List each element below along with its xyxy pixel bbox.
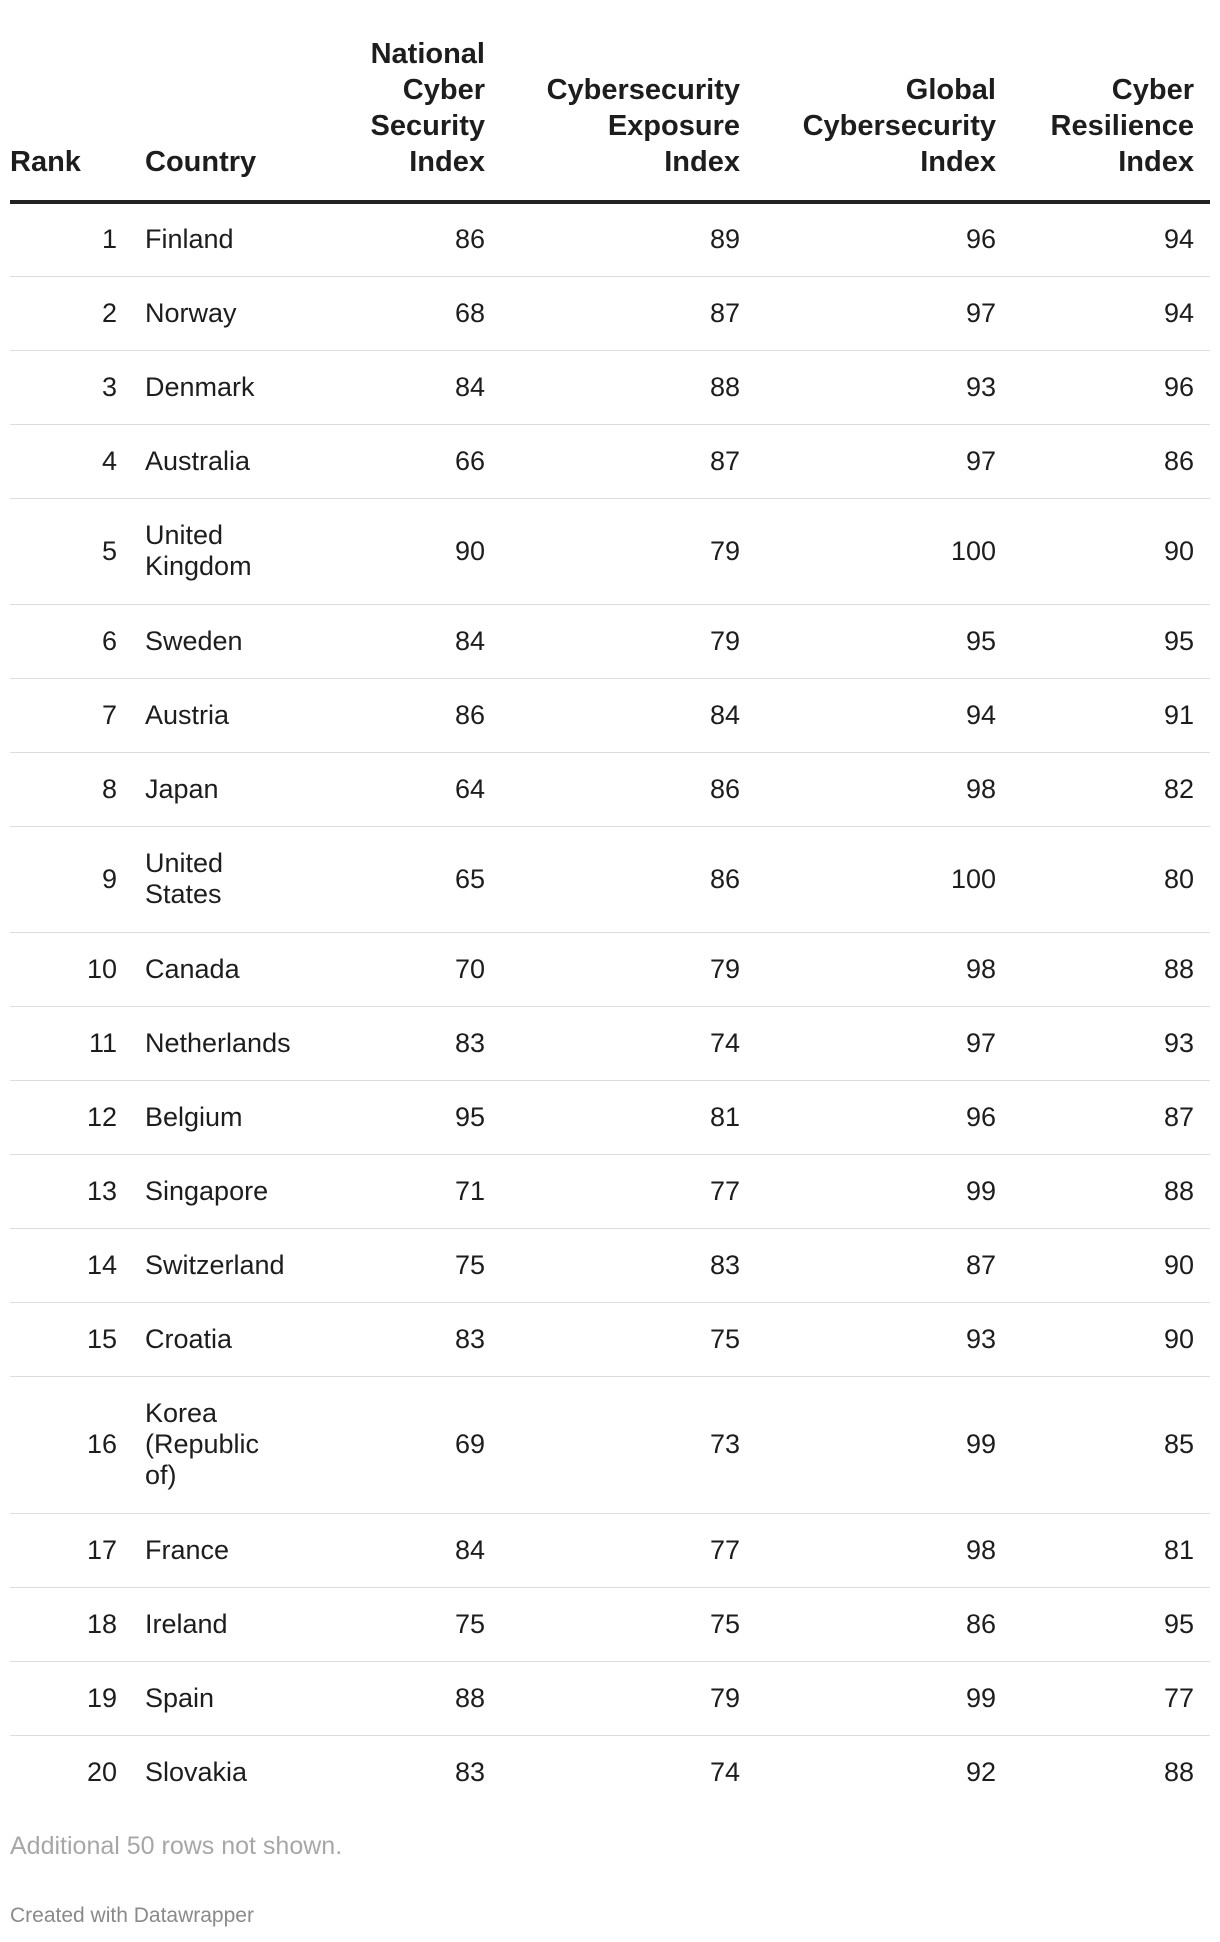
cell-global-cybersecurity-index: 98 (740, 1513, 996, 1587)
cell-global-cybersecurity-index: 100 (740, 826, 996, 932)
cell-national-cyber-security-index: 68 (280, 276, 485, 350)
cell-rank: 7 (10, 678, 125, 752)
cell-global-cybersecurity-index: 87 (740, 1228, 996, 1302)
cell-cyber-resilience-index: 94 (996, 202, 1210, 276)
cell-national-cyber-security-index: 83 (280, 1006, 485, 1080)
cell-cybersecurity-exposure-index: 87 (485, 424, 740, 498)
cell-global-cybersecurity-index: 93 (740, 1302, 996, 1376)
table-row (10, 826, 1210, 932)
cell-country: Switzerland (125, 1228, 280, 1302)
table-row (10, 604, 1210, 678)
cell-country: Australia (125, 424, 280, 498)
cell-national-cyber-security-index: 66 (280, 424, 485, 498)
cell-country: Slovakia (145, 1756, 248, 1787)
cell-global-cybersecurity-index: 97 (740, 276, 996, 350)
header-cybersecurity-exposure-index[interactable]: Cybersecurity Exposure Index (485, 36, 740, 202)
header-national-cyber-security-index[interactable]: National Cyber Security Index (280, 36, 485, 202)
cell-country: United States (125, 826, 280, 932)
cell-cyber-resilience-index: 82 (996, 752, 1210, 826)
cell-rank: 6 (10, 604, 125, 678)
cell-cyber-resilience-index: 88 (996, 932, 1210, 1006)
cell-rank: 1 (10, 202, 125, 276)
table-row (10, 1302, 1210, 1376)
cell-cyber-resilience-index: 87 (996, 1080, 1210, 1154)
cell-rank: 11 (10, 1006, 125, 1080)
cell-country: France (125, 1513, 280, 1587)
cell-rank: 17 (10, 1513, 125, 1587)
cell-cyber-resilience-index: 91 (996, 678, 1210, 752)
cell-country: Japan (125, 752, 280, 826)
cell-rank: 19 (10, 1661, 125, 1735)
header-cyber-resilience-index[interactable]: Cyber Resilience Index (996, 36, 1210, 202)
cell-national-cyber-security-index: 75 (280, 1587, 485, 1661)
cell-cyber-resilience-index: 81 (996, 1513, 1210, 1587)
cell-global-cybersecurity-index: 97 (740, 1006, 996, 1080)
cell-global-cybersecurity-index: 96 (740, 1080, 996, 1154)
cell-national-cyber-security-index: 83 (454, 1756, 485, 1787)
cell-country: Norway (125, 276, 280, 350)
cell-cyber-resilience-index: 90 (996, 498, 1210, 604)
cell-country: Korea (Republic of) (125, 1376, 280, 1513)
cell-country: Croatia (125, 1302, 280, 1376)
cell-rank: 5 (10, 498, 125, 604)
cell-cyber-resilience-index: 90 (996, 1302, 1210, 1376)
table-body (10, 202, 1210, 1809)
cell-global-cybersecurity-index: 99 (740, 1376, 996, 1513)
cell-national-cyber-security-index: 75 (280, 1228, 485, 1302)
cell-rank: 18 (10, 1587, 125, 1661)
cell-cybersecurity-exposure-index: 87 (485, 276, 740, 350)
cell-cybersecurity-exposure-index: 75 (485, 1302, 740, 1376)
credit-link[interactable]: Created with Datawrapper (10, 1904, 254, 1927)
cell-country: Finland (125, 202, 280, 276)
cell-global-cybersecurity-index: 93 (740, 350, 996, 424)
cell-national-cyber-security-index: 65 (280, 826, 485, 932)
cell-rank: 13 (10, 1154, 125, 1228)
cell-cybersecurity-exposure-index: 86 (485, 752, 740, 826)
table-row (10, 1735, 1210, 1809)
table-row (10, 1080, 1210, 1154)
cell-global-cybersecurity-index: 99 (740, 1154, 996, 1228)
cell-cybersecurity-exposure-index: 86 (485, 826, 740, 932)
table-row (10, 350, 1210, 424)
table-row (10, 1661, 1210, 1735)
cell-global-cybersecurity-index: 99 (740, 1661, 996, 1735)
cyber-index-table (10, 36, 1210, 1809)
cell-global-cybersecurity-index: 98 (740, 932, 996, 1006)
cell-country: United Kingdom (125, 498, 280, 604)
cell-cybersecurity-exposure-index: 75 (485, 1587, 740, 1661)
table-row (10, 202, 1210, 276)
table-row (10, 678, 1210, 752)
table-row (10, 276, 1210, 350)
table-row (10, 1376, 1210, 1513)
cell-national-cyber-security-index: 84 (280, 350, 485, 424)
table-row (10, 498, 1210, 604)
cell-rank: 14 (10, 1228, 125, 1302)
cell-rank: 20 (86, 1756, 117, 1787)
cell-cybersecurity-exposure-index: 88 (485, 350, 740, 424)
cell-country: Sweden (125, 604, 280, 678)
cell-global-cybersecurity-index: 94 (740, 678, 996, 752)
cell-rank: 16 (10, 1376, 125, 1513)
cell-global-cybersecurity-index: 96 (740, 202, 996, 276)
cell-rank: 3 (10, 350, 125, 424)
cell-country: Ireland (125, 1587, 280, 1661)
cell-global-cybersecurity-index: 100 (740, 498, 996, 604)
cell-cyber-resilience-index: 80 (996, 826, 1210, 932)
cell-cybersecurity-exposure-index: 77 (485, 1513, 740, 1587)
cell-cybersecurity-exposure-index: 77 (485, 1154, 740, 1228)
cell-rank: 10 (10, 932, 125, 1006)
cell-country: Canada (125, 932, 280, 1006)
table-row (10, 1587, 1210, 1661)
cell-rank: 4 (10, 424, 125, 498)
cell-cybersecurity-exposure-index: 79 (485, 604, 740, 678)
cell-cyber-resilience-index: 95 (996, 1587, 1210, 1661)
cell-national-cyber-security-index: 95 (280, 1080, 485, 1154)
cell-cyber-resilience-index: 85 (996, 1376, 1210, 1513)
cell-cyber-resilience-index: 77 (996, 1661, 1210, 1735)
cell-cybersecurity-exposure-index: 79 (485, 932, 740, 1006)
cell-cyber-resilience-index: 88 (996, 1154, 1210, 1228)
table-row (10, 932, 1210, 1006)
cell-global-cybersecurity-index: 95 (740, 604, 996, 678)
table-row (10, 1228, 1210, 1302)
table-row (10, 752, 1210, 826)
cell-national-cyber-security-index: 90 (280, 498, 485, 604)
cell-global-cybersecurity-index: 92 (965, 1756, 996, 1787)
cell-rank: 15 (10, 1302, 125, 1376)
cell-country: Singapore (125, 1154, 280, 1228)
cell-cybersecurity-exposure-index: 74 (485, 1006, 740, 1080)
header-rank[interactable]: Rank (10, 36, 125, 202)
cell-cyber-resilience-index: 93 (996, 1006, 1210, 1080)
cell-national-cyber-security-index: 70 (280, 932, 485, 1006)
cell-cyber-resilience-index: 86 (996, 424, 1210, 498)
cell-country: Netherlands (125, 1006, 280, 1080)
cell-country: Belgium (125, 1080, 280, 1154)
cell-country: Spain (125, 1661, 280, 1735)
cell-cybersecurity-exposure-index: 84 (485, 678, 740, 752)
cell-rank: 2 (10, 276, 125, 350)
cell-national-cyber-security-index: 86 (280, 678, 485, 752)
cell-national-cyber-security-index: 88 (280, 1661, 485, 1735)
cell-cybersecurity-exposure-index: 79 (485, 1661, 740, 1735)
cell-rank: 9 (10, 826, 125, 932)
header-country[interactable]: Country (125, 36, 280, 202)
table-row (10, 1154, 1210, 1228)
cell-cyber-resilience-index: 95 (996, 604, 1210, 678)
cell-cybersecurity-exposure-index: 73 (485, 1376, 740, 1513)
cell-national-cyber-security-index: 83 (280, 1302, 485, 1376)
cell-cyber-resilience-index: 90 (996, 1228, 1210, 1302)
cell-global-cybersecurity-index: 97 (740, 424, 996, 498)
cell-national-cyber-security-index: 64 (280, 752, 485, 826)
cell-cybersecurity-exposure-index: 74 (709, 1756, 740, 1787)
table-row (10, 424, 1210, 498)
cell-cybersecurity-exposure-index: 89 (485, 202, 740, 276)
table-notes: Additional 50 rows not shown. (10, 1832, 343, 1860)
cell-cybersecurity-exposure-index: 81 (485, 1080, 740, 1154)
cell-global-cybersecurity-index: 86 (740, 1587, 996, 1661)
header-global-cybersecurity-index[interactable]: Global Cybersecurity Index (740, 36, 996, 202)
cell-national-cyber-security-index: 71 (280, 1154, 485, 1228)
cell-global-cybersecurity-index: 98 (740, 752, 996, 826)
table-header (10, 36, 1210, 202)
cell-cybersecurity-exposure-index: 79 (485, 498, 740, 604)
cell-national-cyber-security-index: 84 (280, 604, 485, 678)
cell-national-cyber-security-index: 86 (280, 202, 485, 276)
cell-rank: 12 (10, 1080, 125, 1154)
cell-country: Denmark (125, 350, 280, 424)
cell-country: Austria (125, 678, 280, 752)
cell-national-cyber-security-index: 84 (280, 1513, 485, 1587)
cell-cyber-resilience-index: 94 (996, 276, 1210, 350)
cell-cyber-resilience-index: 96 (996, 350, 1210, 424)
cell-rank: 8 (10, 752, 125, 826)
cell-national-cyber-security-index: 69 (280, 1376, 485, 1513)
table-row (10, 1006, 1210, 1080)
cell-cyber-resilience-index: 88 (1163, 1756, 1194, 1787)
table-row (10, 1513, 1210, 1587)
cell-cybersecurity-exposure-index: 83 (485, 1228, 740, 1302)
